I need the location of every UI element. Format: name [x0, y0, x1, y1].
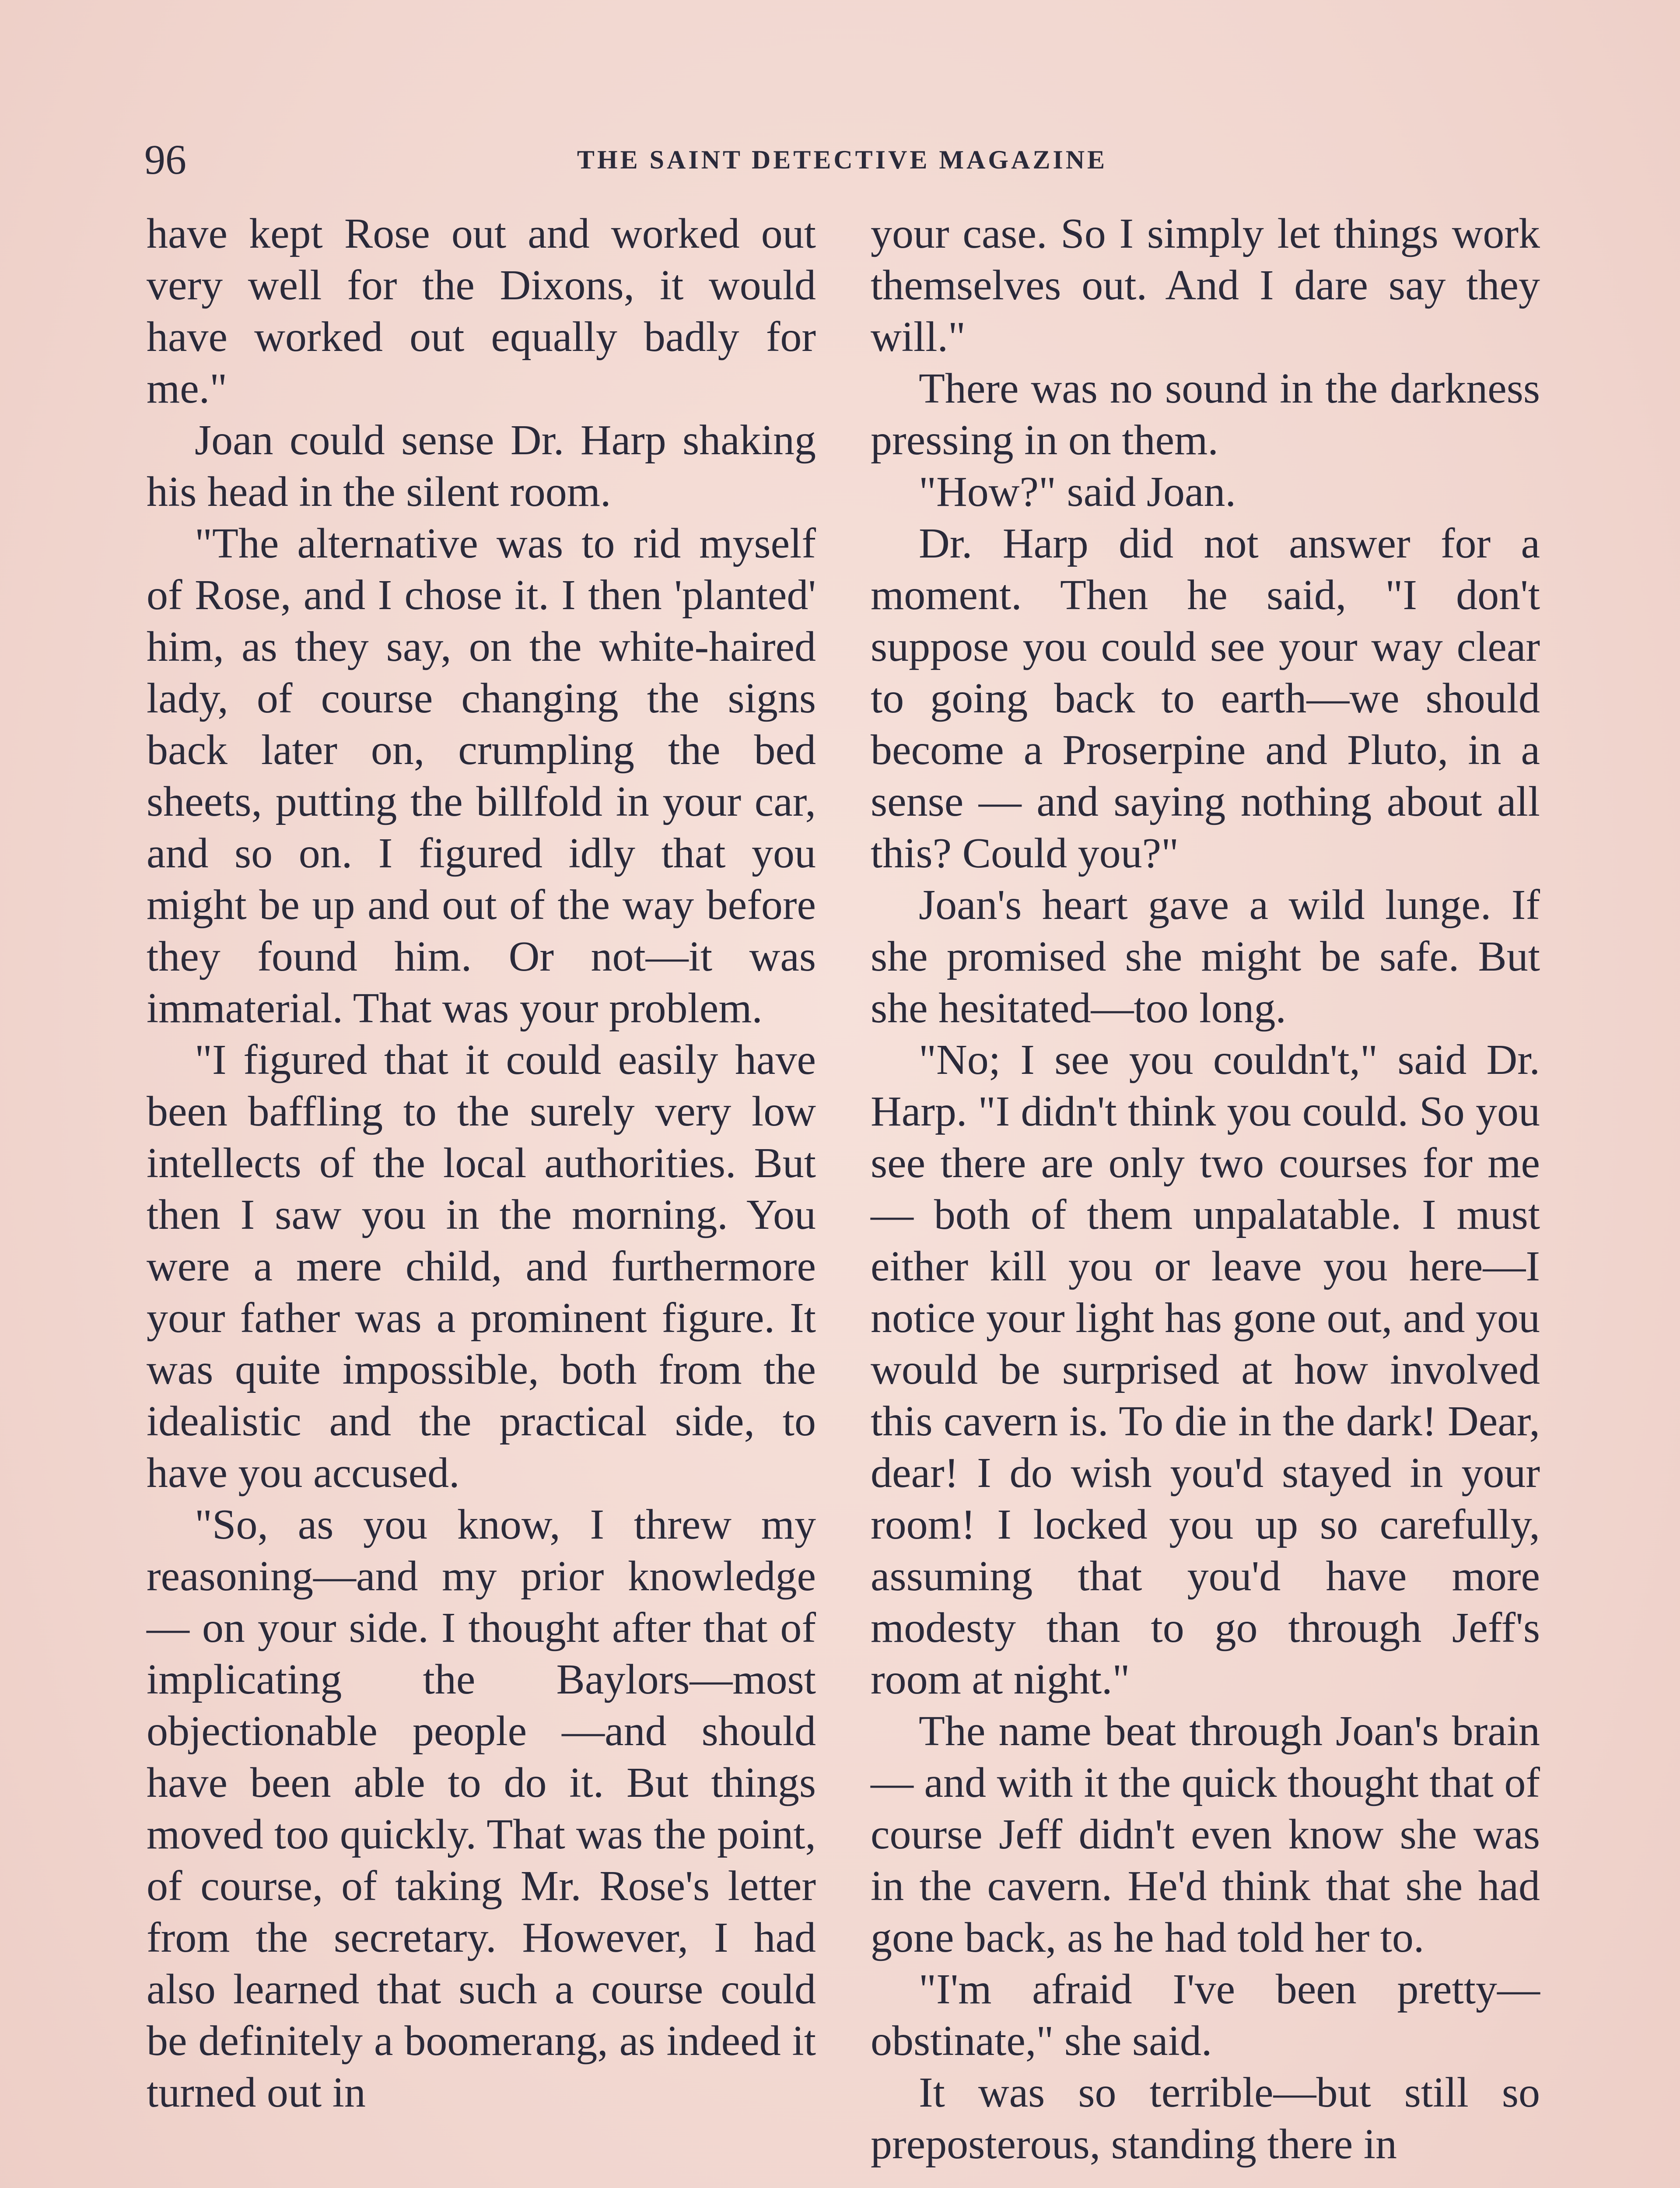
- page-header: [144, 136, 1540, 184]
- paragraph: have kept Rose out and worked out very well for the Dixons, it would have worked out equally badly for me.": [147, 210, 816, 412]
- paragraph: Joan's heart gave a wild lunge. If she promised she might be safe. But she hesitated—too long.: [871, 881, 1540, 1032]
- paragraph: "No; I see you couldn't," said Dr. Harp. "I didn't think you could. So you see there are only two courses for me — both of them unpalatable. I must either kill you or leave you here—I notice your light has gone out, and you would be surprised at how involved this cavern is. To die in the dark! Dear, dear! I do wish you'd stayed in your room! I locked you up so carefully, assuming that you'd have more modesty than to go through Jeff's room at night.": [871, 1036, 1540, 1703]
- paragraph: your case. So I simply let things work themselves out. And I dare say they will.": [871, 210, 1540, 361]
- left-column: [147, 208, 816, 2118]
- page-number: 96: [144, 136, 186, 183]
- paragraph: There was no sound in the darkness pressing in on them.: [871, 365, 1540, 464]
- paragraph: "I'm afraid I've been pretty—obstinate," she said.: [871, 1966, 1540, 2065]
- right-column: [871, 208, 1540, 2170]
- paragraph: Dr. Harp did not answer for a moment. Then he said, "I don't suppose you could see your way clear to going back to earth—we should become a Proserpine and Pluto, in a sense — and saying nothing about all this? Could you?": [871, 520, 1540, 877]
- paragraph: "I figured that it could easily have been baffling to the surely very low intellects of the local authorities. But then I saw you in the morning. You were a mere child, and furthermore your father was a prominent figure. It was quite impossible, both from the idealistic and the practical side, to have you accused.: [147, 1036, 816, 1497]
- paragraph: The name beat through Joan's brain — and with it the quick thought that of course Jeff didn't even know she was in the cavern. He'd think that she had gone back, as he had told her to.: [871, 1708, 1540, 1961]
- paragraph: "So, as you know, I threw my reasoning—and my prior knowledge — on your side. I thought after that of implicating the Baylors—most objectionable people —and should have been able to do it. But things moved too quickly. That was the point, of course, of taking Mr. Rose's letter from the secretary. However, I had also learned that such a course could be definitely a boomerang, as indeed it turned out in: [147, 1501, 816, 2116]
- paragraph: "The alternative was to rid myself of Rose, and I chose it. I then 'planted' him, as they say, on the white-haired lady, of course changing the signs back later on, crumpling the bed sheets, putting the billfold in your car, and so on. I figured idly that you might be up and out of the way before they found him. Or not—it was immaterial. That was your problem.: [147, 520, 816, 1032]
- paragraph: "How?" said Joan.: [919, 468, 1236, 515]
- paragraph: It was so terrible—but still so preposterous, standing there in: [871, 2069, 1540, 2168]
- paragraph: Joan could sense Dr. Harp shaking his head in the silent room.: [147, 417, 816, 515]
- running-title: THE SAINT DETECTIVE MAGAZINE: [577, 145, 1108, 174]
